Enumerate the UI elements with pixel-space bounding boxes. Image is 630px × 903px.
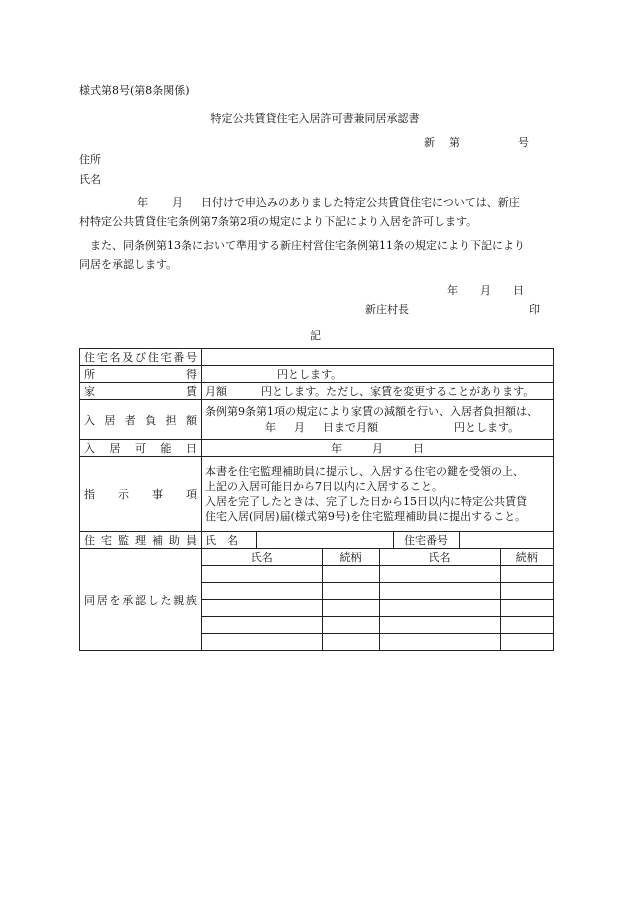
house-number-field[interactable] [459, 532, 553, 548]
move-in-date-row [80, 440, 554, 457]
supervisor-name-field[interactable] [256, 532, 393, 548]
supervisor-row [80, 532, 554, 549]
burden-row [80, 400, 554, 440]
income-value[interactable]: 円とします。 [202, 366, 554, 383]
supervisor-name-label: 氏 名 [202, 532, 256, 548]
cohabitant-row [202, 600, 553, 617]
instructions-row [80, 457, 554, 532]
col-name-2: 氏名 [379, 549, 500, 566]
name-label: 氏名 [79, 173, 101, 186]
income-label: 所得 [80, 366, 202, 383]
cohabitants-table [202, 549, 553, 650]
supervisor-label: 住宅監理補助員 [80, 532, 202, 549]
instructions-label: 指示事項 [80, 457, 202, 532]
house-name-value[interactable] [202, 349, 554, 366]
burden-value[interactable]: 条例第9条第1項の規定により家賃の減額を行い、入居者負担額は、 年 月 日まで月額 円とします。 [202, 400, 554, 440]
col-name-1: 氏名 [202, 549, 322, 566]
house-number-label: 住宅番号 [393, 532, 459, 548]
burden-label: 入居者負担額 [80, 400, 202, 440]
cohabitant-row [202, 617, 553, 634]
rent-value[interactable]: 月額 円とします。ただし、家賃を変更することがあります。 [202, 383, 554, 400]
document-number: 新 第 号 [424, 136, 529, 149]
col-relation-2: 続柄 [500, 549, 553, 566]
ki-heading: 記 [310, 329, 321, 342]
col-relation-1: 続柄 [322, 549, 379, 566]
house-name-label: 住宅名及び住宅番号 [80, 349, 202, 366]
rent-row [80, 383, 554, 400]
issue-date: 年 月 日 [447, 284, 524, 297]
form-number: 様式第8号(第8条関係) [79, 84, 190, 97]
issuer-title: 新庄村長 [365, 303, 409, 316]
document-title: 特定公共賃貸住宅入居許可書兼同居承認書 [210, 112, 420, 125]
address-label: 住所 [79, 153, 101, 166]
cohabitants-label: 同居を承認した親族 [80, 549, 202, 651]
instructions-value: 本書を住宅監理補助員に提示し、入居する住宅の鍵を受領の上、 上記の入居可能日から7日以内に入居すること。 入居を完了したときは、完了した日から15日以内に特定公共賃貸 住宅入居(同居)届(様式第9号)を住宅監理補助員に提出すること。 [202, 457, 554, 532]
house-name-row [80, 349, 554, 366]
permit-table [79, 348, 554, 651]
permission-paragraph: 年 月 日付けで申込みのありました特定公共賃貸住宅については、新庄 村特定公共賃貸住宅条例第7条第2項の規定により下記により入居を許可します。 [79, 196, 520, 228]
cohabitant-row [202, 566, 553, 583]
cohabitant-row [202, 634, 553, 651]
cohabitant-row [202, 583, 553, 600]
rent-label: 家賃 [80, 383, 202, 400]
move-in-date-label: 入居可能日 [80, 440, 202, 457]
cohabitation-paragraph: また、同条例第13条において準用する新庄村営住宅条例第11条の規定により下記により 同居を承認します。 [79, 239, 525, 271]
seal-mark: 印 [529, 303, 540, 316]
income-row [80, 366, 554, 383]
cohabitants-row [80, 549, 554, 651]
move-in-date-value[interactable]: 年 月 日 [202, 440, 554, 457]
